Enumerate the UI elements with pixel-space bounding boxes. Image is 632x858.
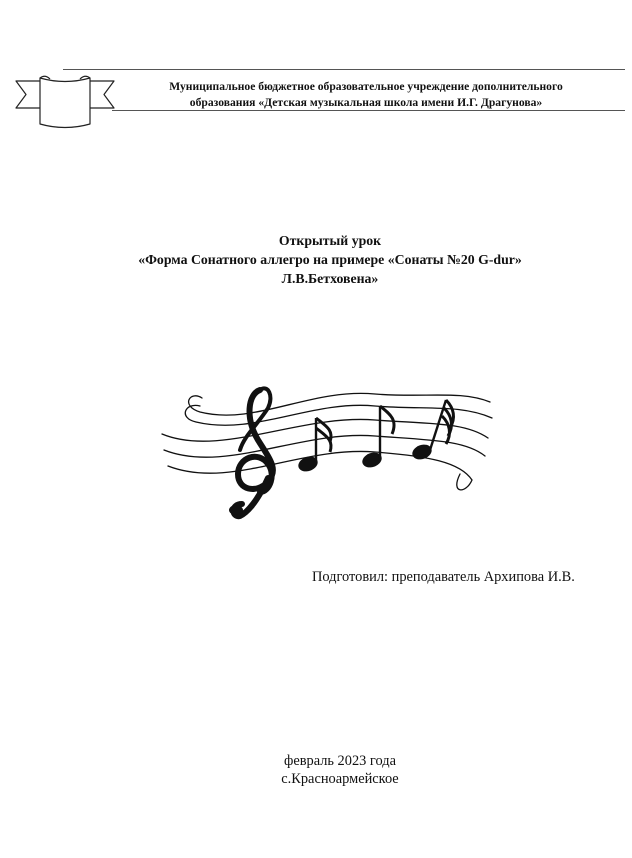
lesson-title bbox=[110, 231, 550, 288]
title-line-3: Л.В.Бетховена» bbox=[281, 271, 379, 286]
institution-name bbox=[126, 79, 606, 111]
footer-place: с.Красноармейское bbox=[281, 771, 399, 787]
header-rule-top bbox=[63, 69, 625, 70]
title-line-2: «Форма Сонатного аллегро на примере «Сонаты №20 G-dur» bbox=[138, 252, 522, 267]
school-ribbon-logo-icon bbox=[12, 74, 118, 132]
footer-date: февраль 2023 года bbox=[284, 753, 396, 769]
prepared-by: Подготовил: преподаватель Архипова И.В. bbox=[312, 569, 575, 585]
institution-line-1: Муниципальное бюджетное образовательное учреждение дополнительного bbox=[169, 80, 563, 93]
institution-line-2: образования «Детская музыкальная школа имени И.Г. Драгунова» bbox=[189, 96, 543, 109]
title-line-1: Открытый урок bbox=[278, 233, 382, 248]
treble-clef-music-notes-icon bbox=[160, 378, 500, 528]
footer bbox=[200, 752, 480, 788]
